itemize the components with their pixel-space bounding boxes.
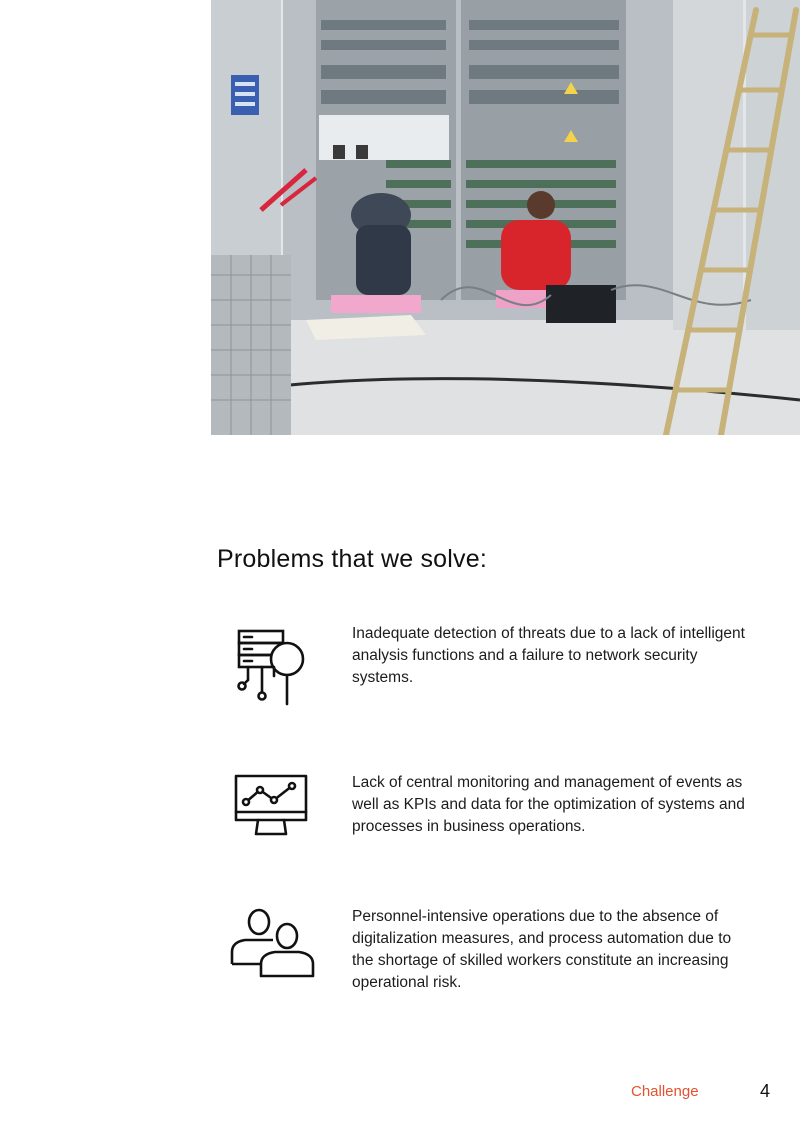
monitor-chart-icon [234,774,308,836]
header-photo [211,0,800,435]
people-icon [229,908,317,978]
problem-text-3: Personnel-intensive operations due to the absence of digitalization measures, and process automation due to the shortage of skilled workers constitute an increasing operational risk. [352,908,732,991]
section-label: Challenge [631,1083,699,1100]
section-heading: Problems that we solve: [217,545,487,573]
page-number: 4 [760,1081,771,1101]
server-magnifier-icon [236,628,308,706]
problem-text-2: Lack of central monitoring and management of events as well as KPIs and data for the optimization of systems and processes in business operations. [352,774,745,835]
problem-text-1: Inadequate detection of threats due to a lack of intelligent analysis functions and a failure to network security systems. [352,625,745,686]
